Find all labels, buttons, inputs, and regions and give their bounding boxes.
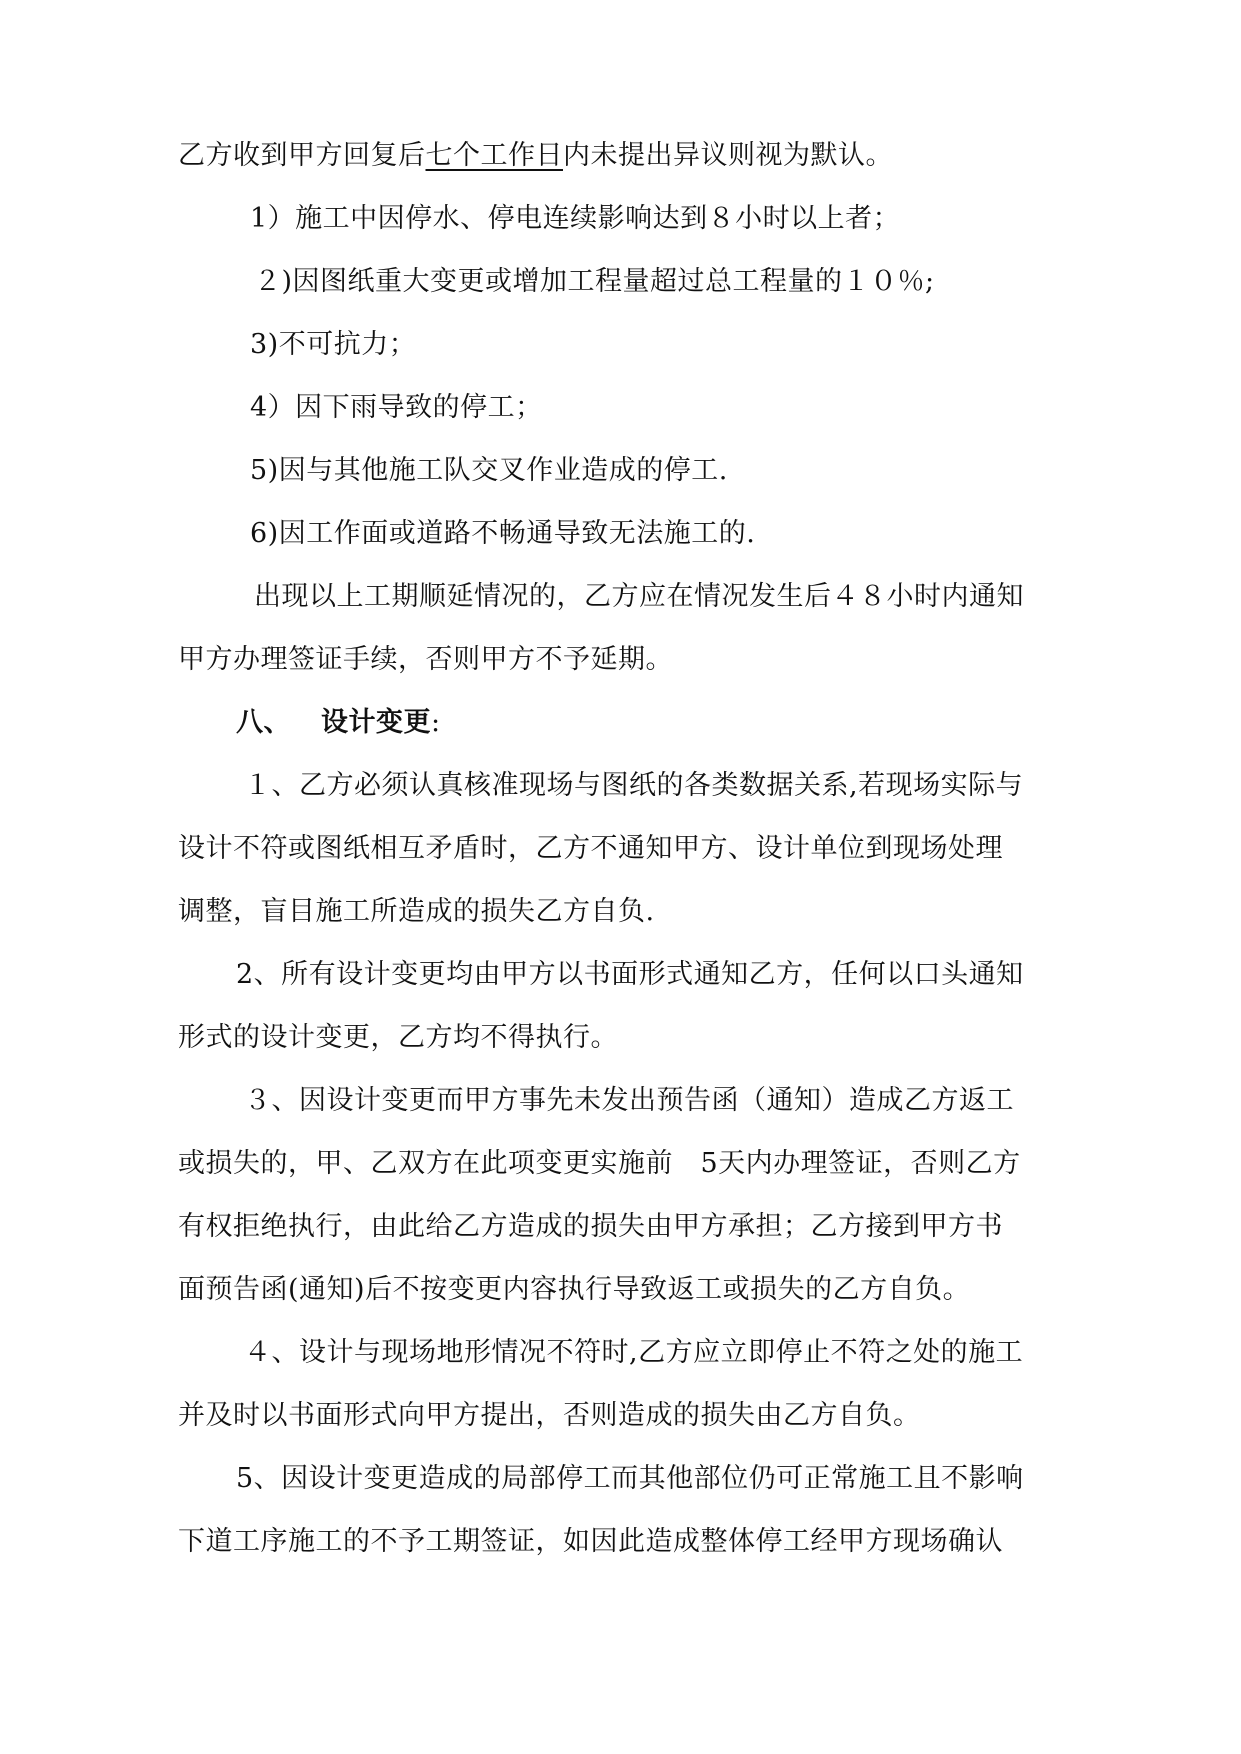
section-number: 八、 <box>236 707 291 738</box>
text-run: 内未提出异议则视为默认。 <box>563 140 893 171</box>
text-run: 乙方收到甲方回复后 <box>178 140 426 171</box>
list-item: 1）施工中因停水、停电连续影响达到８小时以上者； <box>250 203 901 234</box>
list-item: ２)因图纸重大变更或增加工程量超过总工程量的１０％; <box>254 266 935 297</box>
paragraph-line: 或损失的，甲、乙双方在此项变更实施前 5天内办理签证，否则乙方 <box>178 1148 1021 1179</box>
paragraph-line: １、乙方必须认真核准现场与图纸的各类数据关系,若现场实际与 <box>244 770 1024 801</box>
paragraph-line: 面预告函(通知)后不按变更内容执行导致返工或损失的乙方自负。 <box>178 1274 971 1305</box>
paragraph-line: ３、因设计变更而甲方事先未发出预告函（通知）造成乙方返工 <box>244 1085 1014 1116</box>
paragraph-line: 调整，盲目施工所造成的损失乙方自负. <box>178 896 655 927</box>
heading-colon: : <box>431 707 441 738</box>
underlined-text: 七个工作日 <box>425 140 563 171</box>
section-title: 设计变更 <box>321 707 431 738</box>
list-item: 5)因与其他施工队交叉作业造成的停工. <box>250 455 728 486</box>
paragraph-line: 甲方办理签证手续，否则甲方不予延期。 <box>178 644 673 675</box>
paragraph-line: 5、因设计变更造成的局部停工而其他部位仍可正常施工且不影响 <box>236 1463 1024 1494</box>
paragraph-line: 出现以上工期顺延情况的，乙方应在情况发生后４８小时内通知 <box>254 581 1024 612</box>
paragraph-line: 设计不符或图纸相互矛盾时，乙方不通知甲方、设计单位到现场处理 <box>178 833 1003 864</box>
paragraph-line <box>0 138 1241 174</box>
list-item: 4）因下雨导致的停工； <box>250 392 543 423</box>
paragraph-line: ４、设计与现场地形情况不符时,乙方应立即停止不符之处的施工 <box>244 1337 1024 1368</box>
paragraph-line: 有权拒绝执行，由此给乙方造成的损失由甲方承担；乙方接到甲方书 <box>178 1211 1003 1242</box>
section-heading <box>0 705 1241 741</box>
paragraph-line: 2、所有设计变更均由甲方以书面形式通知乙方，任何以口头通知 <box>236 959 1024 990</box>
list-item: 6)因工作面或道路不畅通导致无法施工的. <box>250 518 756 549</box>
paragraph-line: 并及时以书面形式向甲方提出，否则造成的损失由乙方自负。 <box>178 1400 921 1431</box>
paragraph-line: 形式的设计变更，乙方均不得执行。 <box>178 1022 618 1053</box>
list-item: 3)不可抗力； <box>250 329 417 360</box>
paragraph-line: 下道工序施工的不予工期签证，如因此造成整体停工经甲方现场确认 <box>178 1526 1003 1557</box>
